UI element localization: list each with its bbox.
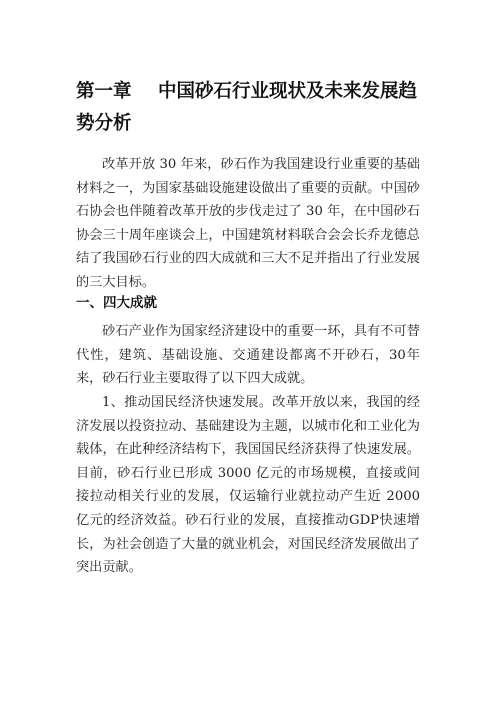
intro-paragraph: 改革开放 30 年来，砂石作为我国建设行业重要的基础材料之一，为国家基础设施建设做出了重要的贡献。中国砂石协会也伴随着改革开放的步伐走过了 30 年，在中国砂石协会三十周年座谈会上，中国建筑材料联合会会长乔龙德总结了我国砂石行业的四大成就和三大不足并指出了行业发展的三大目标。	[76, 157, 420, 290]
chapter-title-text: 中国砂石行业现状及未来发展趋势分析	[76, 81, 418, 134]
point-1-paragraph: 1、推动国民经济快速发展。改革开放以来，我国的经济发展以投资拉动、基础建设为主题，以城市化和工业化为载体，在此种经济结构下，我国国民经济获得了快速发展。目前，砂石行业已形成 3000 亿元的市场规模，直接或间接拉动相关行业的发展，仅运输行业就拉动产生近 2000 亿元的经济效益。砂石行业的发展，直接推动GDP快速增长，为社会创造了大量的就业机会，对国民经济发展做出了突出贡献。	[76, 395, 420, 576]
section-heading: 一、四大成就	[76, 295, 157, 311]
chapter-number: 第一章	[76, 81, 132, 102]
chapter-title	[76, 76, 426, 140]
section-intro-paragraph: 砂石产业作为国家经济建设中的重要一环，具有不可替代性，建筑、基础设施、交通建设都离不开砂石，30年来，砂石行业主要取得了以下四大成就。	[76, 324, 420, 387]
